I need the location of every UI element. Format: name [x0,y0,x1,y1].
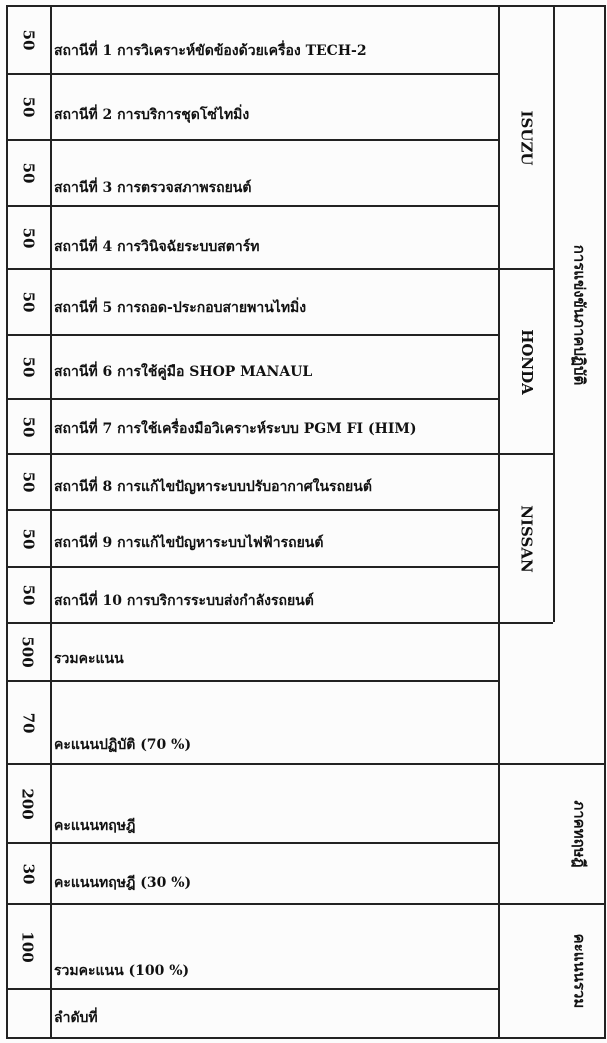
row-divider [6,73,498,75]
brand-label-nissan: NISSAN [517,504,536,573]
station-score: 50 [19,227,37,248]
row-divider [6,903,606,905]
summary-score: 30 [19,863,37,884]
station-label: สถานีที่ 1 การวิเคราะห์ขัดข้องด้วยเครื่อง TECH-2 [54,43,367,59]
station-score: 50 [19,471,37,493]
row-divider [6,509,498,511]
station-score: 50 [19,528,37,549]
section-label-theory: ภาคทฤษฎี [570,800,589,868]
brand-label-honda: HONDA [517,328,536,395]
row-divider [6,988,498,990]
brand-label-isuzu: ISUZU [517,110,536,165]
row-divider [6,205,498,207]
station-score: 50 [19,416,37,437]
station-score: 50 [19,29,37,51]
station-score: 50 [19,584,37,606]
station-label: สถานีที่ 7 การใช้เครื่องมือวิเคราะห์ระบบ PGM FI (HIM) [54,421,417,437]
station-score: 50 [19,291,37,313]
summary-label: คะแนนปฏิบัติ (70 %) [54,737,192,753]
row-divider [6,268,553,270]
row-divider [6,566,498,568]
station-label: สถานีที่ 3 การตรวจสภาพรถยนต์ [54,180,252,196]
station-score: 50 [19,162,37,184]
station-label: สถานีที่ 9 การแก้ไขปัญหาระบบไฟฟ้ารถยนต์ [54,535,324,551]
row-divider [6,842,498,844]
summary-label: คะแนนทฤษฎี [54,818,136,834]
row-divider [6,622,553,624]
column-divider [50,5,52,1039]
station-label: สถานีที่ 2 การบริการชุดโซ่ไทมิ่ง [54,107,250,123]
section-label-practical: การแข่งขันภาคปฏิบัติ [570,244,589,385]
station-label: สถานีที่ 4 การวินิจฉัยระบบสตาร์ท [54,239,260,255]
summary-label: คะแนนทฤษฎี (30 %) [54,875,192,891]
column-divider [604,5,606,1039]
station-label: สถานีที่ 6 การใช้คู่มือ SHOP MANAUL [54,364,313,380]
row-divider [6,139,498,141]
section-label-total: คะแนนรวม [570,933,589,1009]
row-divider [6,763,606,765]
summary-score: 200 [19,787,37,820]
summary-score: 500 [19,636,37,668]
summary-label: รวมคะแนน [54,651,124,667]
row-divider [6,398,498,400]
row-divider [6,680,498,682]
summary-score: 100 [19,930,37,963]
summary-score: 70 [19,712,37,733]
station-score: 50 [19,356,37,378]
station-label: สถานีที่ 8 การแก้ไขปัญหาระบบปรับอากาศในรถยนต์ [54,479,372,495]
row-divider [6,453,553,455]
summary-label: ลำดับที่ [54,1010,98,1026]
summary-score [7,991,49,1036]
station-label: สถานีที่ 10 การบริการระบบส่งกำลังรถยนต์ [54,593,314,609]
row-divider [6,1037,606,1039]
station-label: สถานีที่ 5 การถอด-ประกอบสายพานไทมิ่ง [54,300,307,316]
summary-label: รวมคะแนน (100 %) [54,963,190,979]
station-score: 50 [19,96,37,118]
row-divider [6,334,498,336]
